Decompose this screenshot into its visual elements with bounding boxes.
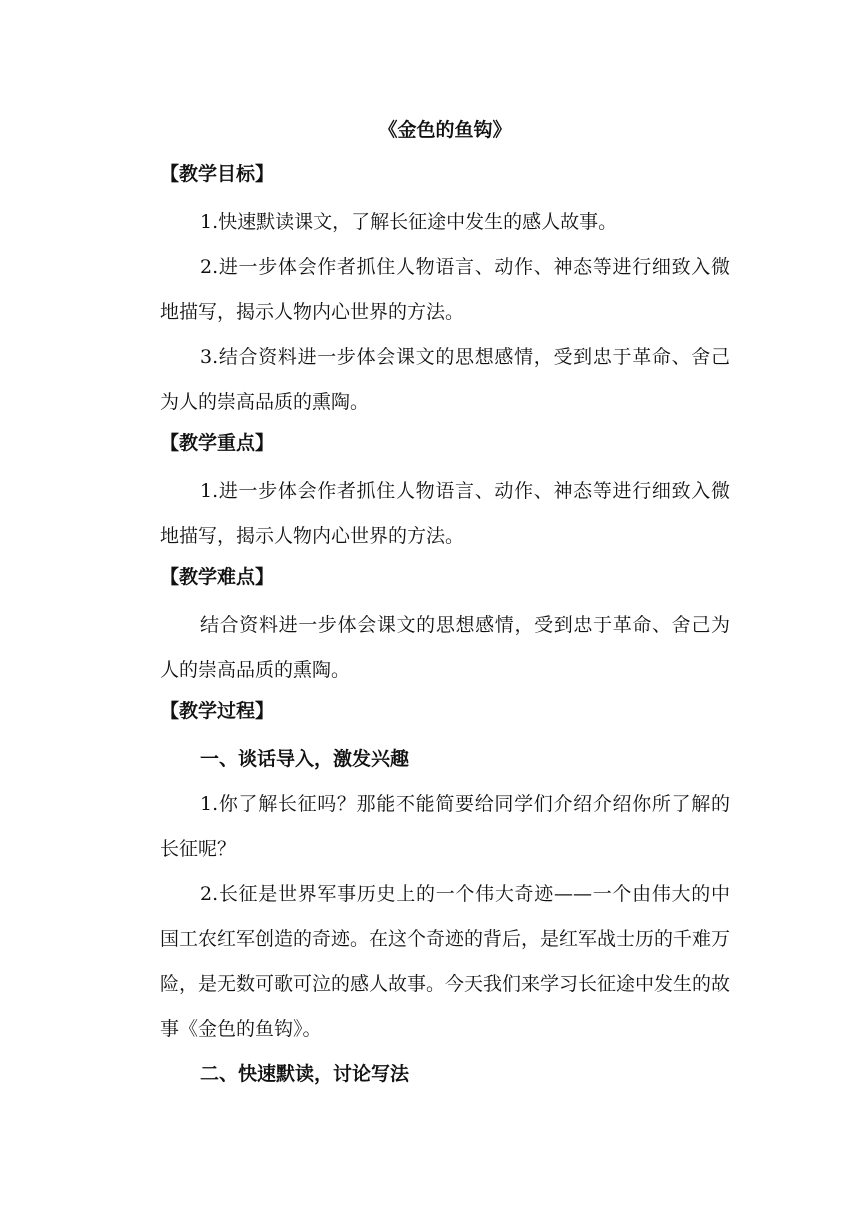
paragraph: 结合资料进一步体会课文的思想感情，受到忠于革命、舍己为人的崇高品质的熏陶。 <box>160 614 730 681</box>
section-heading-difficulties: 【教学难点】 <box>160 566 275 588</box>
section-heading-objectives: 【教学目标】 <box>160 163 275 185</box>
paragraph: 1.快速默读课文，了解长征途中发生的感人故事。 <box>200 211 618 233</box>
section-heading-process: 【教学过程】 <box>160 700 275 722</box>
subheading: 一、谈话导入，激发兴趣 <box>200 748 410 770</box>
document-title: 《金色的鱼钩》 <box>378 119 512 141</box>
paragraph: 1.进一步体会作者抓住人物语言、动作、神态等进行细致入微地描写，揭示人物内心世界的方法。 <box>160 480 730 547</box>
document-body <box>160 112 730 1097</box>
paragraph: 3.结合资料进一步体会课文的思想感情，受到忠于革命、舍己为人的崇高品质的熏陶。 <box>160 346 730 413</box>
paragraph: 2.长征是世界军事历史上的一个伟大奇迹——一个由伟大的中国工农红军创造的奇迹。在这个奇迹的背后，是红军战士历的千难万险，是无数可歌可泣的感人故事。今天我们来学习长征途中发生的故事《金色的鱼钩》。 <box>160 883 731 1040</box>
paragraph: 1.你了解长征吗？那能不能简要给同学们介绍介绍你所了解的长征呢？ <box>160 793 730 860</box>
subheading: 二、快速默读，讨论写法 <box>200 1063 410 1085</box>
paragraph: 2.进一步体会作者抓住人物语言、动作、神态等进行细致入微地描写，揭示人物内心世界的方法。 <box>160 256 730 323</box>
section-heading-key-points: 【教学重点】 <box>160 432 275 454</box>
